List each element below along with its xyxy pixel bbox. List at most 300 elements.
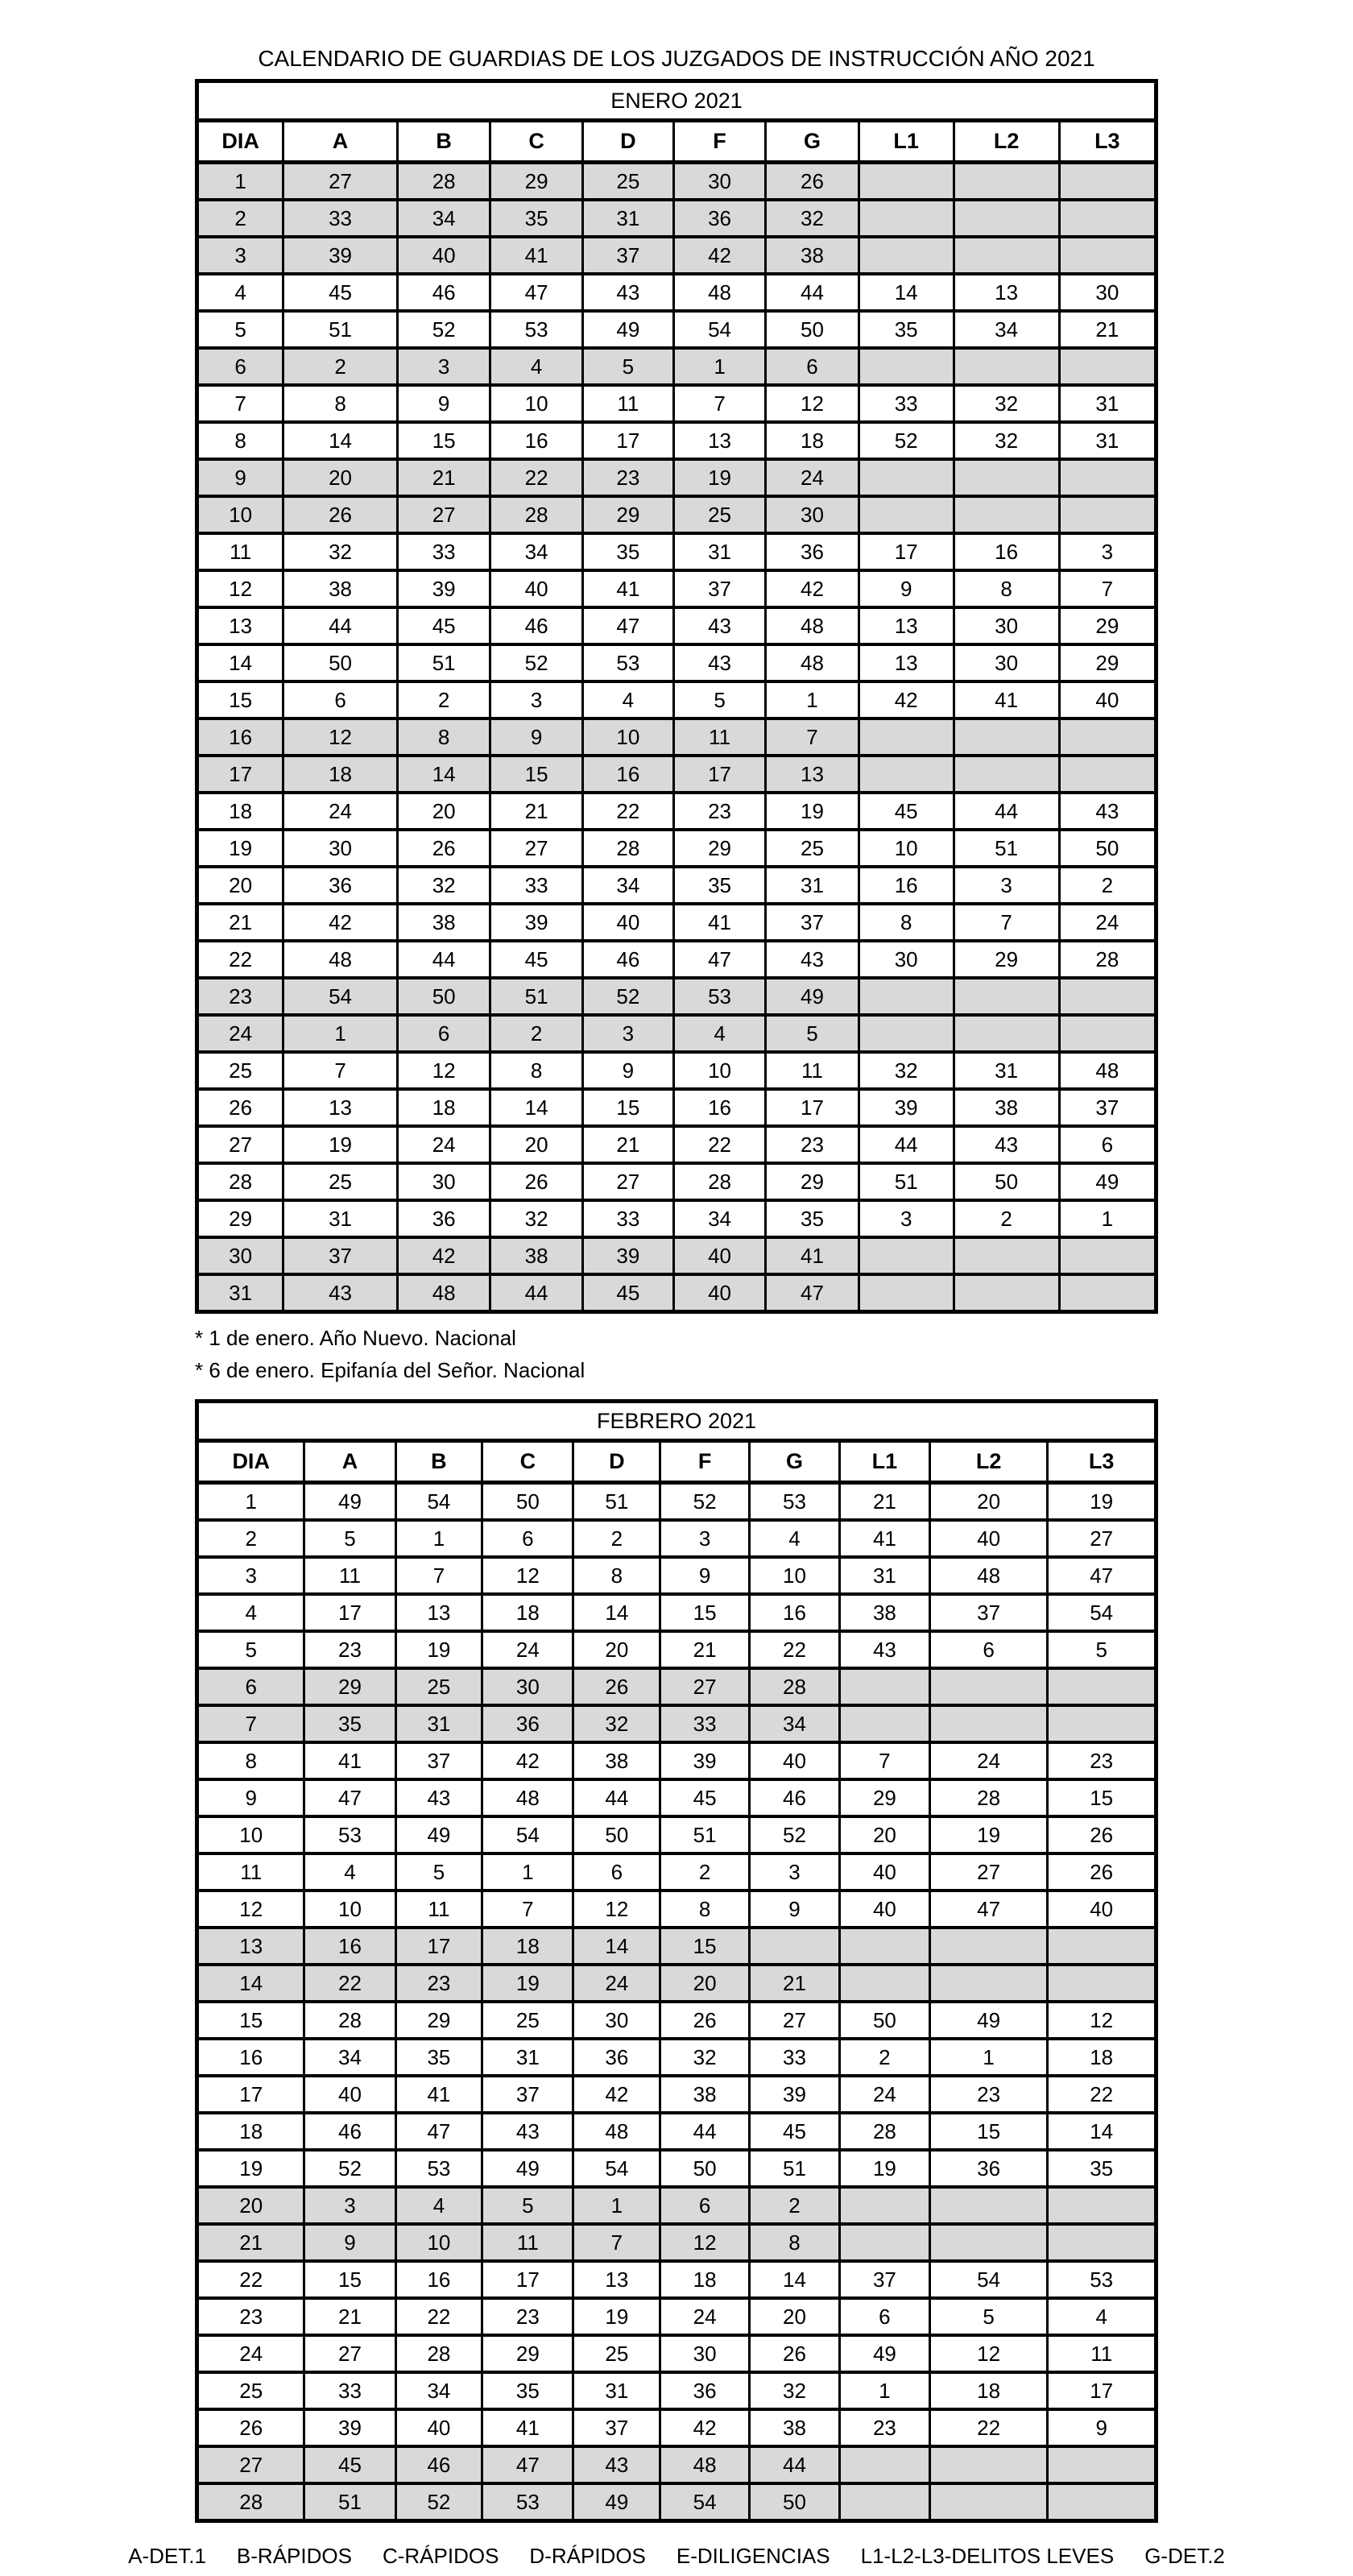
duty-value-cell-L1: 28 (839, 2113, 929, 2150)
duty-value-cell-F: 42 (673, 237, 765, 274)
duty-value-cell-L3: 47 (1048, 1557, 1156, 1594)
day-row (197, 1779, 1156, 1816)
duty-value-cell-A: 9 (304, 2224, 395, 2261)
duty-value-cell-B: 26 (397, 830, 490, 867)
duty-value-cell-A: 23 (304, 1631, 395, 1668)
duty-value-cell-C: 22 (490, 459, 582, 496)
duty-value-cell-D: 37 (573, 2409, 660, 2446)
duty-value-cell-L3: 37 (1059, 1089, 1156, 1126)
duty-value-cell-L2 (929, 1668, 1047, 1705)
table-block-enero (0, 79, 1353, 1386)
duty-value-cell-A: 16 (304, 1928, 395, 1965)
day-row (197, 2113, 1156, 2150)
duty-value-cell-L1 (859, 496, 954, 533)
duty-value-cell-L1: 35 (859, 311, 954, 348)
month-title: ENERO 2021 (197, 81, 1156, 121)
duty-value-cell-L3: 2 (1059, 867, 1156, 904)
duty-value-cell-G: 53 (749, 1483, 839, 1521)
duty-value-cell-B: 44 (397, 941, 490, 978)
duty-value-cell-C: 24 (482, 1631, 573, 1668)
duty-value-cell-D: 16 (582, 756, 673, 793)
duty-value-cell-G: 9 (749, 1891, 839, 1928)
duty-value-cell-L3 (1048, 1965, 1156, 2002)
duty-value-cell-G: 10 (749, 1557, 839, 1594)
duty-value-cell-A: 14 (283, 422, 398, 459)
duty-value-cell-G: 50 (766, 311, 859, 348)
duty-value-cell-A: 46 (304, 2113, 395, 2150)
legend-item: C-RÁPIDOS (382, 2544, 499, 2568)
duty-value-cell-L3: 1 (1059, 1200, 1156, 1237)
duty-value-cell-F: 26 (660, 2002, 750, 2039)
duty-value-cell-L3: 24 (1059, 904, 1156, 941)
duty-value-cell-D: 38 (573, 1742, 660, 1779)
duty-value-cell-G: 21 (749, 1965, 839, 2002)
duty-value-cell-L3 (1048, 2224, 1156, 2261)
day-number-cell: 6 (197, 348, 283, 385)
day-number-cell: 11 (197, 533, 283, 570)
duty-value-cell-F: 8 (660, 1891, 750, 1928)
duty-value-cell-L3 (1059, 1237, 1156, 1274)
duty-value-cell-G: 16 (749, 1594, 839, 1631)
duty-value-cell-L3 (1059, 163, 1156, 201)
duty-value-cell-G: 39 (749, 2076, 839, 2113)
duty-value-cell-B: 15 (397, 422, 490, 459)
duty-value-cell-L2 (929, 1705, 1047, 1742)
duty-value-cell-C: 2 (490, 1015, 582, 1052)
duty-value-cell-L1: 13 (859, 644, 954, 681)
duty-value-cell-G: 38 (766, 237, 859, 274)
day-row (197, 756, 1156, 793)
duty-value-cell-L3: 40 (1048, 1891, 1156, 1928)
duty-value-cell-D: 15 (582, 1089, 673, 1126)
day-row (197, 459, 1156, 496)
day-number-cell: 2 (197, 200, 283, 237)
duty-value-cell-A: 53 (304, 1816, 395, 1853)
duty-value-cell-B: 3 (397, 348, 490, 385)
duty-value-cell-D: 34 (582, 867, 673, 904)
table-block-febrero (0, 1399, 1353, 2523)
day-number-cell: 28 (197, 1163, 283, 1200)
duty-value-cell-L1 (859, 719, 954, 756)
duty-value-cell-L3: 48 (1059, 1052, 1156, 1089)
day-row (197, 348, 1156, 385)
duty-value-cell-A: 26 (283, 496, 398, 533)
duty-value-cell-L3: 40 (1059, 681, 1156, 719)
duty-value-cell-G: 26 (766, 163, 859, 201)
duty-value-cell-G: 12 (766, 385, 859, 422)
duty-value-cell-A: 31 (283, 1200, 398, 1237)
duty-value-cell-L2: 15 (929, 2113, 1047, 2150)
day-row (197, 644, 1156, 681)
duty-value-cell-A: 30 (283, 830, 398, 867)
legend-item: D-RÁPIDOS (529, 2544, 646, 2568)
duty-value-cell-B: 38 (397, 904, 490, 941)
duty-value-cell-L3 (1048, 2446, 1156, 2483)
day-number-cell: 24 (197, 2335, 304, 2372)
duty-value-cell-A: 39 (283, 237, 398, 274)
duty-value-cell-G: 23 (766, 1126, 859, 1163)
duty-value-cell-C: 45 (490, 941, 582, 978)
duty-value-cell-D: 31 (573, 2372, 660, 2409)
duty-value-cell-L2: 36 (929, 2150, 1047, 2187)
day-row (197, 1163, 1156, 1200)
day-number-cell: 29 (197, 1200, 283, 1237)
duty-value-cell-G: 18 (766, 422, 859, 459)
duty-value-cell-D: 50 (573, 1816, 660, 1853)
duty-value-cell-A: 47 (304, 1779, 395, 1816)
day-row (197, 2298, 1156, 2335)
duty-value-cell-G: 44 (766, 274, 859, 311)
duty-value-cell-L3 (1048, 1928, 1156, 1965)
duty-value-cell-F: 20 (660, 1965, 750, 2002)
duty-value-cell-G: 13 (766, 756, 859, 793)
duty-value-cell-F: 9 (660, 1557, 750, 1594)
duty-value-cell-L3: 17 (1048, 2372, 1156, 2409)
duty-value-cell-L1 (839, 2224, 929, 2261)
duty-value-cell-B: 10 (395, 2224, 482, 2261)
day-number-cell: 18 (197, 793, 283, 830)
footnote: * 1 de enero. Año Nuevo. Nacional (195, 1326, 516, 1350)
duty-value-cell-G: 3 (749, 1853, 839, 1891)
duty-value-cell-F: 43 (673, 644, 765, 681)
duty-value-cell-L3: 14 (1048, 2113, 1156, 2150)
duty-value-cell-F: 10 (673, 1052, 765, 1089)
day-row (197, 385, 1156, 422)
duty-value-cell-G: 24 (766, 459, 859, 496)
month-title-row (197, 1402, 1156, 1441)
duty-value-cell-L2 (929, 2224, 1047, 2261)
day-number-cell: 26 (197, 2409, 304, 2446)
duty-value-cell-F: 17 (673, 756, 765, 793)
legend-item: G-DET.2 (1144, 2544, 1225, 2568)
column-header-B: B (395, 1441, 482, 1483)
day-number-cell: 3 (197, 237, 283, 274)
day-row (197, 904, 1156, 941)
day-number-cell: 12 (197, 570, 283, 607)
duty-value-cell-G: 28 (749, 1668, 839, 1705)
duty-value-cell-D: 10 (582, 719, 673, 756)
duty-value-cell-L2 (954, 348, 1059, 385)
duty-value-cell-L1: 52 (859, 422, 954, 459)
duty-value-cell-D: 44 (573, 1779, 660, 1816)
duty-value-cell-L1: 40 (839, 1891, 929, 1928)
day-row (197, 1853, 1156, 1891)
duty-value-cell-C: 18 (482, 1928, 573, 1965)
duty-value-cell-D: 33 (582, 1200, 673, 1237)
duty-value-cell-L1: 9 (859, 570, 954, 607)
duty-table-febrero (195, 1399, 1158, 2523)
duty-value-cell-C: 27 (490, 830, 582, 867)
duty-value-cell-B: 32 (397, 867, 490, 904)
duty-value-cell-L1 (839, 1928, 929, 1965)
duty-value-cell-L3: 43 (1059, 793, 1156, 830)
duty-value-cell-A: 19 (283, 1126, 398, 1163)
duty-value-cell-B: 5 (395, 1853, 482, 1891)
duty-value-cell-C: 37 (482, 2076, 573, 2113)
day-number-cell: 21 (197, 2224, 304, 2261)
duty-value-cell-G: 17 (766, 1089, 859, 1126)
duty-value-cell-C: 47 (490, 274, 582, 311)
column-header-A: A (283, 121, 398, 163)
duty-value-cell-D: 6 (573, 1853, 660, 1891)
duty-value-cell-L2: 37 (929, 1594, 1047, 1631)
duty-value-cell-L2: 23 (929, 2076, 1047, 2113)
duty-value-cell-G: 1 (766, 681, 859, 719)
duty-value-cell-L2: 51 (954, 830, 1059, 867)
day-number-cell: 13 (197, 607, 283, 644)
duty-value-cell-L1: 1 (839, 2372, 929, 2409)
duty-value-cell-C: 19 (482, 1965, 573, 2002)
duty-value-cell-L2 (954, 978, 1059, 1015)
duty-value-cell-G: 52 (749, 1816, 839, 1853)
duty-value-cell-F: 36 (660, 2372, 750, 2409)
day-row (197, 1631, 1156, 1668)
duty-value-cell-B: 52 (395, 2483, 482, 2521)
duty-value-cell-B: 16 (395, 2261, 482, 2298)
duty-value-cell-L2: 8 (954, 570, 1059, 607)
duty-value-cell-C: 25 (482, 2002, 573, 2039)
duty-value-cell-L3: 7 (1059, 570, 1156, 607)
duty-value-cell-G: 33 (749, 2039, 839, 2076)
duty-value-cell-A: 13 (283, 1089, 398, 1126)
duty-value-cell-L2 (929, 1965, 1047, 2002)
duty-value-cell-D: 14 (573, 1928, 660, 1965)
duty-value-cell-A: 39 (304, 2409, 395, 2446)
column-header-row (197, 1441, 1156, 1483)
duty-value-cell-B: 52 (397, 311, 490, 348)
duty-value-cell-L2 (954, 163, 1059, 201)
duty-value-cell-L2: 44 (954, 793, 1059, 830)
duty-value-cell-B: 8 (397, 719, 490, 756)
duty-value-cell-D: 21 (582, 1126, 673, 1163)
day-row (197, 1928, 1156, 1965)
duty-value-cell-D: 26 (573, 1668, 660, 1705)
duty-value-cell-F: 48 (673, 274, 765, 311)
legend (32, 2544, 1321, 2568)
duty-value-cell-L2: 29 (954, 941, 1059, 978)
duty-value-cell-D: 39 (582, 1237, 673, 1274)
duty-value-cell-L1: 40 (839, 1853, 929, 1891)
duty-value-cell-A: 42 (283, 904, 398, 941)
duty-value-cell-L1: 30 (859, 941, 954, 978)
duty-value-cell-B: 45 (397, 607, 490, 644)
duty-value-cell-L2: 18 (929, 2372, 1047, 2409)
duty-value-cell-C: 32 (490, 1200, 582, 1237)
day-number-cell: 21 (197, 904, 283, 941)
column-header-G: G (749, 1441, 839, 1483)
duty-value-cell-L2: 54 (929, 2261, 1047, 2298)
duty-value-cell-A: 40 (304, 2076, 395, 2113)
footnote: * 6 de enero. Epifanía del Señor. Nacional (195, 1358, 585, 1382)
duty-value-cell-B: 40 (397, 237, 490, 274)
duty-value-cell-A: 24 (283, 793, 398, 830)
column-header-C: C (482, 1441, 573, 1483)
day-number-cell: 9 (197, 459, 283, 496)
duty-value-cell-L3 (1048, 1705, 1156, 1742)
duty-value-cell-F: 54 (673, 311, 765, 348)
day-row (197, 1052, 1156, 1089)
duty-value-cell-L1: 3 (859, 1200, 954, 1237)
month-title: FEBRERO 2021 (197, 1402, 1156, 1441)
duty-value-cell-A: 18 (283, 756, 398, 793)
duty-value-cell-L2 (954, 459, 1059, 496)
duty-value-cell-G: 47 (766, 1274, 859, 1312)
duty-value-cell-D: 41 (582, 570, 673, 607)
duty-value-cell-B: 24 (397, 1126, 490, 1163)
duty-value-cell-L1: 14 (859, 274, 954, 311)
column-header-L3: L3 (1059, 121, 1156, 163)
duty-value-cell-D: 14 (573, 1594, 660, 1631)
duty-value-cell-L3 (1059, 459, 1156, 496)
legend-item: E-DILIGENCIAS (676, 2544, 830, 2568)
day-number-cell: 15 (197, 681, 283, 719)
duty-value-cell-D: 43 (582, 274, 673, 311)
duty-value-cell-L1: 37 (839, 2261, 929, 2298)
duty-value-cell-D: 5 (582, 348, 673, 385)
day-number-cell: 28 (197, 2483, 304, 2521)
duty-value-cell-F: 45 (660, 1779, 750, 1816)
day-number-cell: 6 (197, 1668, 304, 1705)
column-header-B: B (397, 121, 490, 163)
day-row (197, 163, 1156, 201)
duty-value-cell-A: 29 (304, 1668, 395, 1705)
column-header-L2: L2 (954, 121, 1059, 163)
duty-value-cell-F: 12 (660, 2224, 750, 2261)
duty-value-cell-A: 48 (283, 941, 398, 978)
duty-value-cell-B: 39 (397, 570, 490, 607)
duty-value-cell-L2 (954, 1237, 1059, 1274)
duty-value-cell-F: 5 (673, 681, 765, 719)
duty-value-cell-L2 (954, 756, 1059, 793)
duty-value-cell-C: 54 (482, 1816, 573, 1853)
duty-value-cell-F: 15 (660, 1928, 750, 1965)
duty-value-cell-L2 (954, 200, 1059, 237)
duty-value-cell-L2: 3 (954, 867, 1059, 904)
duty-value-cell-L1: 38 (839, 1594, 929, 1631)
duty-value-cell-L1 (859, 348, 954, 385)
duty-value-cell-L2: 2 (954, 1200, 1059, 1237)
day-number-cell: 17 (197, 2076, 304, 2113)
day-row (197, 719, 1156, 756)
duty-value-cell-C: 34 (490, 533, 582, 570)
duty-value-cell-A: 11 (304, 1557, 395, 1594)
duty-value-cell-A: 28 (304, 2002, 395, 2039)
day-row (197, 311, 1156, 348)
duty-value-cell-F: 47 (673, 941, 765, 978)
duty-value-cell-L1 (859, 163, 954, 201)
duty-value-cell-L3: 30 (1059, 274, 1156, 311)
duty-value-cell-L3: 31 (1059, 385, 1156, 422)
duty-value-cell-F: 15 (660, 1594, 750, 1631)
duty-value-cell-D: 52 (582, 978, 673, 1015)
duty-value-cell-L1 (839, 1965, 929, 2002)
duty-value-cell-F: 48 (660, 2446, 750, 2483)
duty-value-cell-B: 37 (395, 1742, 482, 1779)
duty-value-cell-L1: 42 (859, 681, 954, 719)
duty-value-cell-L2: 20 (929, 1483, 1047, 1521)
duty-value-cell-G: 50 (749, 2483, 839, 2521)
duty-value-cell-L1: 21 (839, 1483, 929, 1521)
day-number-cell: 4 (197, 1594, 304, 1631)
duty-value-cell-L2: 5 (929, 2298, 1047, 2335)
legend-item: A-DET.1 (128, 2544, 206, 2568)
duty-value-cell-C: 50 (482, 1483, 573, 1521)
duty-value-cell-L3: 26 (1048, 1816, 1156, 1853)
day-row (197, 2187, 1156, 2224)
day-row (197, 1483, 1156, 1521)
duty-value-cell-C: 36 (482, 1705, 573, 1742)
duty-value-cell-D: 51 (573, 1483, 660, 1521)
column-header-row (197, 121, 1156, 163)
duty-value-cell-G: 38 (749, 2409, 839, 2446)
duty-value-cell-G: 8 (749, 2224, 839, 2261)
duty-value-cell-B: 43 (395, 1779, 482, 1816)
duty-value-cell-F: 1 (673, 348, 765, 385)
duty-value-cell-F: 40 (673, 1237, 765, 1274)
duty-value-cell-B: 36 (397, 1200, 490, 1237)
day-row (197, 237, 1156, 274)
duty-value-cell-F: 35 (673, 867, 765, 904)
duty-value-cell-B: 41 (395, 2076, 482, 2113)
duty-value-cell-C: 15 (490, 756, 582, 793)
duty-value-cell-A: 10 (304, 1891, 395, 1928)
duty-value-cell-L2 (929, 2483, 1047, 2521)
duty-value-cell-G: 14 (749, 2261, 839, 2298)
duty-value-cell-L1 (859, 237, 954, 274)
duty-value-cell-L2: 38 (954, 1089, 1059, 1126)
duty-value-cell-C: 49 (482, 2150, 573, 2187)
duty-value-cell-D: 22 (582, 793, 673, 830)
day-row (197, 793, 1156, 830)
column-header-L1: L1 (859, 121, 954, 163)
legend-item: B-RÁPIDOS (236, 2544, 352, 2568)
duty-value-cell-G: 48 (766, 607, 859, 644)
day-number-cell: 27 (197, 2446, 304, 2483)
day-row (197, 2335, 1156, 2372)
duty-value-cell-C: 33 (490, 867, 582, 904)
duty-value-cell-G: 45 (749, 2113, 839, 2150)
duty-value-cell-C: 18 (482, 1594, 573, 1631)
duty-value-cell-L3: 3 (1059, 533, 1156, 570)
duty-value-cell-L3 (1059, 348, 1156, 385)
duty-value-cell-B: 28 (397, 163, 490, 201)
column-header-D: D (582, 121, 673, 163)
duty-value-cell-G: 51 (749, 2150, 839, 2187)
document-page (0, 45, 1353, 2568)
duty-value-cell-L3: 11 (1048, 2335, 1156, 2372)
duty-value-cell-F: 36 (673, 200, 765, 237)
duty-value-cell-L2 (929, 2187, 1047, 2224)
duty-value-cell-D: 4 (582, 681, 673, 719)
column-header-A: A (304, 1441, 395, 1483)
duty-value-cell-L3: 53 (1048, 2261, 1156, 2298)
column-header-L3: L3 (1048, 1441, 1156, 1483)
duty-value-cell-C: 51 (490, 978, 582, 1015)
duty-value-cell-L1: 7 (839, 1742, 929, 1779)
duty-value-cell-A: 21 (304, 2298, 395, 2335)
day-number-cell: 3 (197, 1557, 304, 1594)
duty-value-cell-A: 12 (283, 719, 398, 756)
duty-value-cell-L3 (1059, 496, 1156, 533)
duty-value-cell-F: 13 (673, 422, 765, 459)
duty-value-cell-A: 2 (283, 348, 398, 385)
duty-value-cell-C: 10 (490, 385, 582, 422)
duty-value-cell-D: 40 (582, 904, 673, 941)
duty-value-cell-C: 14 (490, 1089, 582, 1126)
duty-value-cell-C: 17 (482, 2261, 573, 2298)
duty-value-cell-B: 50 (397, 978, 490, 1015)
duty-value-cell-A: 45 (283, 274, 398, 311)
